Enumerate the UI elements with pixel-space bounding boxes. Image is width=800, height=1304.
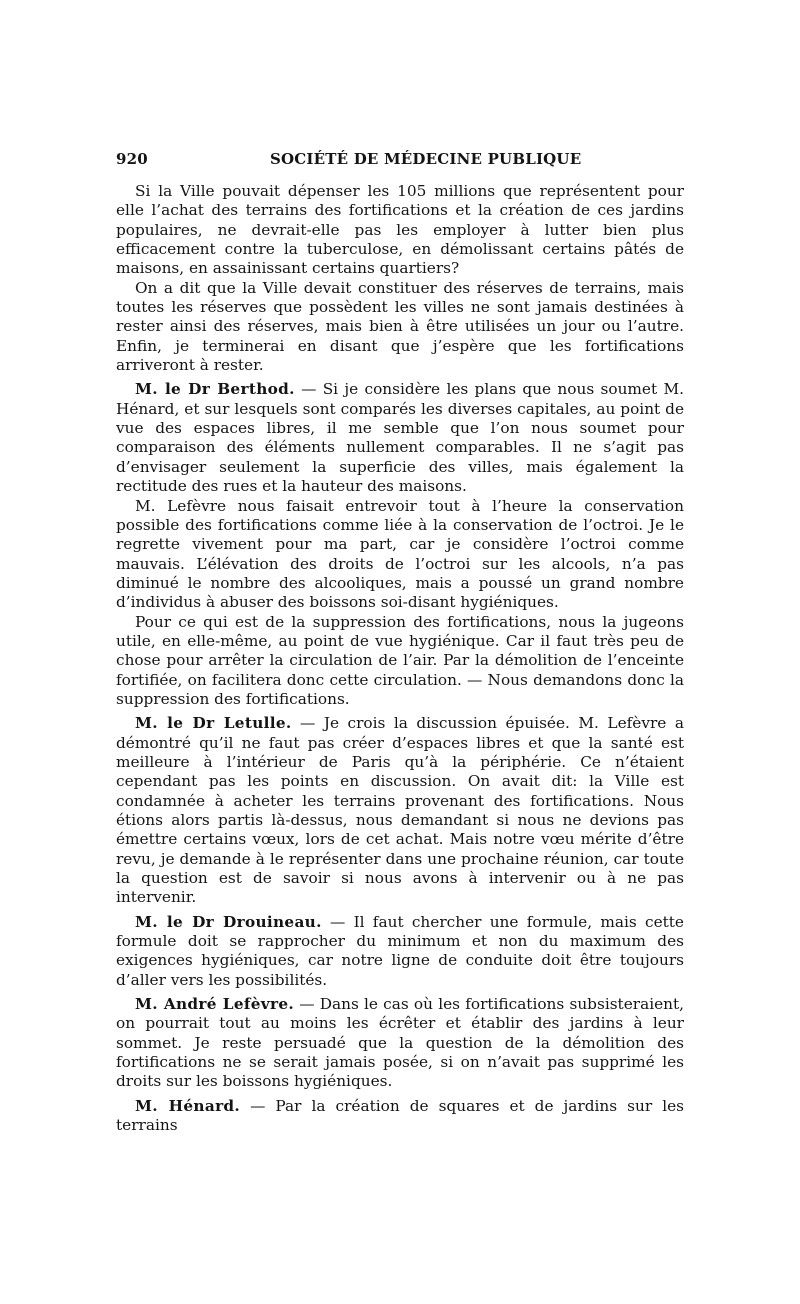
paragraph-text: — Dans le cas où les fortifications subsisteraient, on pourrait tout au moins les écrêter et établir des jardins à leur sommet. Je reste persuadé que la question de la démolition des fortifications ne se serait jamais posée, si on n’avait pas supprimé les droits sur les boissons hygiéniques.: [116, 995, 684, 1091]
paragraph-text: — Si je considère les plans que nous soumet M. Hénard, et sur lesquels sont comparés les diverses capitales, au point de vue des espaces libres, il me semble que l’on nous soumet pour comparaison des éléments nullement comparables. Il ne s’agit pas d’envisager seulement la superficie des villes, mais également la rectitude des rues et la hauteur des maisons.: [116, 380, 684, 496]
paragraph: [116, 613, 684, 710]
paragraph-text: On a dit que la Ville devait constituer des réserves de terrains, mais toutes les réserves que possèdent les villes ne sont jamais destinées à rester ainsi des réserves, mais bien à être utilisées un jour ou l’autre. Enfin, je terminerai en disant que j’espère que les fortifications arriveront à rester.: [116, 278, 684, 375]
page-number: 920: [116, 150, 148, 168]
speaker-name: M. André Lefèvre.: [135, 995, 294, 1014]
paragraph: [116, 182, 684, 279]
paragraph: [116, 279, 684, 376]
paragraph: [116, 995, 684, 1092]
paragraph-text: — Il faut chercher une formule, mais cette formule doit se rapprocher du minimum et non du maximum des exigences hygiéniques, car notre ligne de conduite doit être toujours d’aller vers les possibilités.: [116, 912, 684, 989]
body-text: [116, 182, 684, 1136]
running-head-title: SOCIÉTÉ DE MÉDECINE PUBLIQUE: [270, 150, 582, 168]
paragraph: [116, 380, 684, 496]
paragraph-text: Pour ce qui est de la suppression des fortifications, nous la jugeons utile, en elle-même, au point de vue hygiénique. Car il faut très peu de chose pour arrêter la circulation de l’air. Par la démolition de l’enceinte fortifiée, on facilitera donc cette circulation. — Nous demandons donc la suppression des fortifications.: [116, 612, 684, 708]
paragraph: [116, 714, 684, 907]
speaker-name: M. Hénard.: [135, 1096, 241, 1115]
speaker-name: M. le Dr Letulle.: [135, 714, 292, 733]
paragraph-text: — Par la création de squares et de jardins sur les terrains: [116, 1096, 684, 1135]
speaker-name: M. le Dr Drouineau.: [135, 912, 322, 931]
paragraph-text: M. Lefèvre nous faisait entrevoir tout à l’heure la conservation possible des fortifications comme liée à la conservation de l’octroi. Je le regrette vivement pour ma part, car je considère l’octroi comme mauvais. L’élévation des droits de l’octroi sur les alcools, n’a pas diminué le nombre des alcooliques, mais a poussé un grand nombre d’individus à abuser des boissons soi-disant hygiéniques.: [116, 496, 684, 612]
running-head: [116, 150, 684, 174]
paragraph-text: Si la Ville pouvait dépenser les 105 millions que représentent pour elle l’achat des terrains des fortifications et la création de ces jardins populaires, ne devrait-elle pas les employer à lutter bien plus efficacement contre la tuberculose, en démolissant certains pâtés de maisons, en assainissant certains quartiers?: [116, 182, 684, 278]
speaker-name: M. le Dr Berthod.: [135, 380, 295, 399]
paragraph: [116, 1097, 684, 1136]
paragraph: [116, 497, 684, 613]
paragraph: [116, 913, 684, 990]
paragraph-text: — Je crois la discussion épuisée. M. Lefèvre a démontré qu’il ne faut pas créer d’espaces libres et que la santé est meilleure à l’intérieur de Paris qu’à la périphérie. Ce n’étaient cependant pas les points en discussion. On avait dit: la Ville est condamnée à acheter les terrains provenant des fortifications. Nous étions alors partis là-dessus, nous demandant si nous ne devions pas émettre certains vœux, lors de cet achat. Mais notre vœu mérite d’être revu, je demande à le représenter dans une prochaine réunion, car toute la question est de savoir si nous avons à intervenir ou à ne pas intervenir.: [116, 714, 684, 907]
